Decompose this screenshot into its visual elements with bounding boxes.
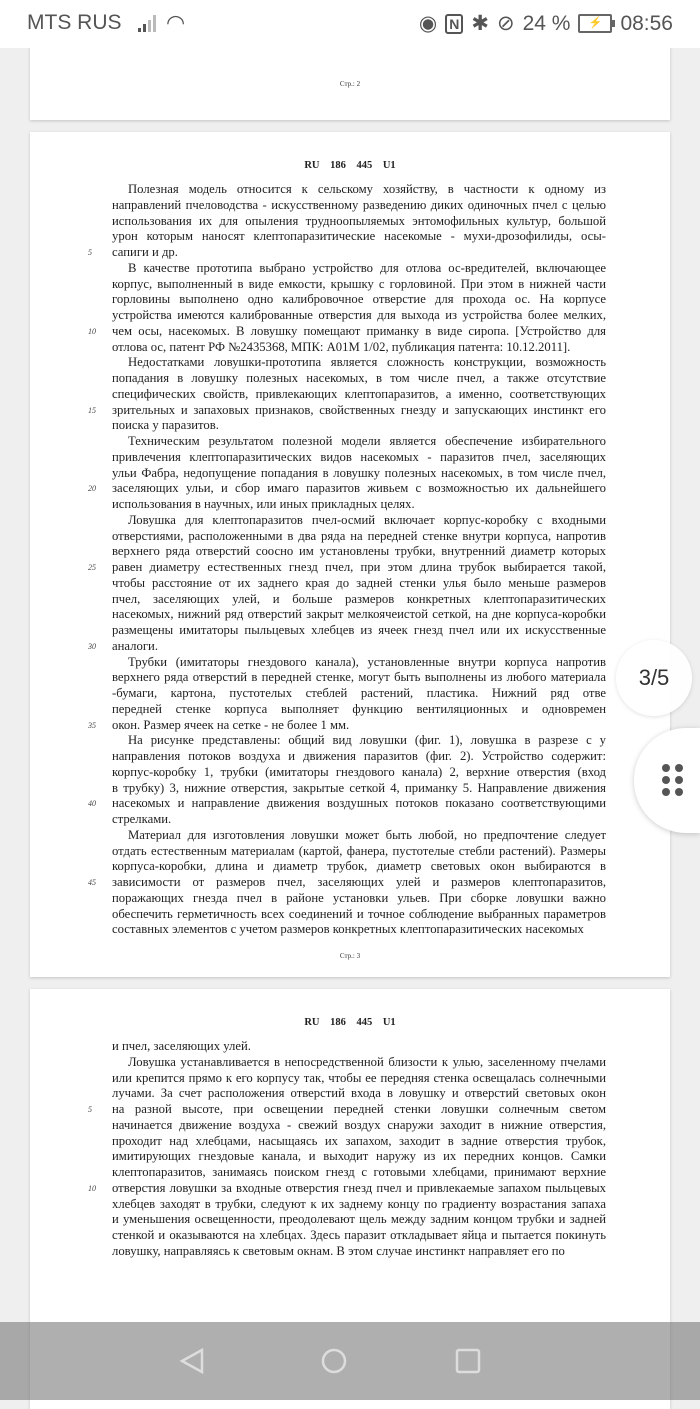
line-number: 30: [88, 641, 96, 651]
patent-header: RU 186 445 U1: [304, 160, 396, 171]
line-text: Техническим результатом полезной модели является обеспечение избирательного: [128, 434, 606, 448]
line-text: специфических свойств, привлекающих клептопаразитов, а именно, соответствующих: [112, 386, 606, 401]
text-line: [112, 733, 606, 749]
line-text: Трубки (имитаторы гнездового канала), установленные внутри корпуса напротив: [128, 654, 606, 669]
text-line: [112, 434, 606, 450]
text-line: [112, 513, 606, 529]
line-number: 20: [88, 484, 96, 494]
text-line: [88, 875, 606, 891]
line-text: сапиги и др.: [112, 245, 178, 259]
bell-off-icon: ⊘: [496, 12, 515, 35]
line-text: ловушку, направляясь к световым окнам. В этом случае инстинкт направляет его по: [112, 1243, 565, 1258]
bluetooth-icon: ✱: [471, 12, 489, 35]
line-text: Полезная модель относится к сельскому хозяйству, в частности к одному из: [128, 182, 606, 196]
text-line: [112, 308, 606, 324]
status-bar: [0, 0, 700, 48]
text-line: [112, 1197, 606, 1213]
text-line: [88, 402, 606, 419]
text-line: [112, 828, 606, 844]
line-number: 15: [88, 405, 96, 415]
text-line: [88, 560, 606, 576]
home-icon[interactable]: [320, 1347, 348, 1375]
line-text: проходит над хлебцами, насыщаясь их запахом, заходит в задние отверстия трубок,: [112, 1133, 606, 1148]
eye-icon: ◉: [418, 12, 438, 35]
text-line: [112, 292, 606, 308]
line-text: горловины выполнено одно калибровочное отверстие для прохода ос. На корпусе: [112, 292, 606, 307]
line-text: поражающих гнезда пчел в районе установки ульев. При сборке ловушки важно: [112, 890, 606, 905]
text-line: [112, 592, 606, 608]
line-text: корпус-коробку 1, трубки (имитаторы гнездового канала) 2, верхние отверстия (вход: [112, 764, 606, 779]
line-text: На рисунке представлены: общий вид ловушки (фиг. 1), ловушка в разрезе с у: [128, 733, 606, 748]
text-line: [88, 481, 606, 497]
line-number: 10: [88, 326, 96, 336]
line-text: Недостатками ловушки-прототипа является сложность конструкции, возможность: [128, 355, 606, 370]
line-text: обеспечить герметичность всех соединений и точное соблюдение выбранных параметров: [112, 906, 606, 921]
text-line: [112, 1228, 606, 1244]
text-line: [112, 544, 606, 560]
text-line: [112, 1071, 606, 1087]
line-text: устройства имеются калиброванные отверстия для выхода из устройства более мелких,: [112, 308, 606, 322]
line-text: В качестве прототипа выбрано устройство для отлова ос-вредителей, включающее: [128, 260, 606, 275]
text-line: [112, 655, 606, 671]
line-number: 10: [88, 1183, 96, 1193]
line-text: отдать естественным материалам (картой, фанера, пустотелые стебли растений). Размеры: [112, 843, 606, 858]
line-text: стенкой и оказываются на хлебцах. Здесь паразит откладывает яйца и пытается покинуть: [112, 1228, 606, 1242]
text-line: [112, 607, 606, 623]
line-text: составных элементов с учетом размеров конкретных клептопаразитических насекомых: [112, 922, 584, 937]
text-line: [112, 812, 606, 828]
recent-apps-icon[interactable]: [454, 1347, 482, 1375]
line-number: 5: [88, 1105, 92, 1114]
text-line: [112, 371, 606, 387]
text-line: [112, 261, 606, 277]
text-line: [88, 796, 606, 812]
line-text: -бумаги, картона, пустотелых стеблей растений, пластика. Нижний ряд отве: [112, 686, 606, 700]
text-line: [112, 1039, 606, 1055]
text-line: [112, 229, 606, 245]
line-text: на разной высоте, при освещении передней стенки ловушки солнечным светом: [112, 1102, 606, 1116]
line-text: насекомых, нижний ряд отверстий закрыт мелкоячеистой сеткой, на дне корпуса-коробки: [112, 607, 606, 622]
text-line: [112, 450, 606, 466]
signal-icon: [138, 14, 156, 32]
line-text: размещены имитаторы пыльцевых хлебцев из ячеек гнезд пчел или их искусственные: [112, 623, 606, 637]
text-line: [88, 245, 606, 261]
text-line: [88, 323, 606, 340]
page-number: Стр.: 3: [339, 952, 361, 960]
line-text: аналоги.: [112, 638, 159, 653]
text-line: [112, 686, 606, 702]
line-text: использования в научных, или иных прикладных целях.: [112, 497, 415, 511]
line-text: передней стенке корпуса выполняет функцию вентиляционных и одновремен: [112, 701, 606, 716]
line-text: отверстиями, расположенными в два ряда на передней стенке внутри корпуса, напротив: [112, 528, 606, 543]
line-text: использования их для опыления трудноопыляемых энтомофильных культур, большой: [112, 213, 606, 228]
line-text: Ловушка для клептопаразитов пчел-осмий включает корпус-коробку с входными: [128, 512, 606, 527]
line-text: верхнего ряда отверстий в передней стенке, могут быть выполнены из любого материала: [112, 670, 606, 685]
text-line: [112, 1055, 606, 1071]
carrier-name: MTS RUS: [27, 11, 122, 34]
text-line: [112, 1086, 606, 1102]
text-line: [112, 891, 606, 907]
line-text: и уменьшения освещенности, преодолевают щель между задним концом трубки и задней: [112, 1212, 606, 1227]
patent-header: RU 186 445 U1: [304, 1017, 396, 1028]
text-line: [112, 781, 606, 797]
grip-dots-icon: [662, 764, 683, 796]
line-text: или крепится прямо к его корпусу так, чтобы ее передняя стенка освещалась солнечными: [112, 1070, 606, 1085]
line-text: верхнего ряда отверстий соосно им установлены трубки, внутренний диаметр которых: [112, 544, 606, 559]
text-line: [112, 1165, 606, 1181]
text-line: [112, 749, 606, 765]
line-text: ульи Фабра, недопущение попадания в ловушку полезных насекомых, в том числе пчел,: [112, 465, 606, 480]
text-line: [112, 844, 606, 860]
text-line: [112, 623, 606, 639]
line-text: направления потоков воздуха и движения паразитов (фиг. 2). Устройство содержит:: [112, 749, 606, 763]
text-line: [112, 529, 606, 545]
line-text: отверстия ловушки за входные отверстия гнезд пчел и привлекаемые запахом пыльцевых: [112, 1180, 606, 1195]
nfc-icon: N: [445, 14, 463, 34]
text-line: [112, 182, 606, 198]
page-text: [88, 182, 606, 938]
line-text: отлова ос, патент РФ №2435368, МПК: A01M 1/02, публикация патента: 10.12.2011].: [112, 339, 571, 354]
line-number: 25: [88, 563, 96, 572]
line-text: Ловушка устанавливается в непосредственной близости к улью, заселенному пчелами: [128, 1054, 606, 1069]
line-number: 45: [88, 878, 96, 887]
line-number: 5: [88, 248, 92, 257]
battery-charging-icon: ⚡: [578, 14, 612, 33]
text-line: [112, 497, 606, 513]
page-number: Стр.: 2: [339, 80, 361, 88]
navigation-bar: [0, 1322, 700, 1400]
text-line: [88, 638, 606, 655]
text-line: [88, 717, 606, 734]
text-line: [112, 340, 606, 356]
text-line: [112, 387, 606, 403]
line-text: лучами. За счет расположения отверстий входа в ловушку и отверстий световых окон: [112, 1086, 606, 1101]
line-text: насекомых и направление движения воздушных потоков показано соответствующими: [112, 796, 606, 811]
text-line: [88, 1180, 606, 1197]
line-text: зрительных и запаховых признаков, свойственных гнезду и запускающих инстинкт его: [112, 402, 606, 417]
clock: 08:56: [620, 11, 673, 35]
text-line: [112, 355, 606, 371]
text-line: [112, 1134, 606, 1150]
text-line: [112, 702, 606, 718]
back-icon[interactable]: [178, 1347, 206, 1375]
line-text: клептопаразитов, занимаясь поиском гнезд с готовыми хлебцами, принимают верхние: [112, 1165, 606, 1179]
text-line: [112, 765, 606, 781]
text-line: [112, 907, 606, 923]
line-text: урон которым наносят клептопаразитические насекомые - мухи-дрозофилиды, осы-: [112, 229, 606, 244]
text-line: [112, 277, 606, 293]
text-line: [112, 1212, 606, 1228]
text-line: [112, 1244, 606, 1260]
line-text: пчел, заселяющих улей, и больше размеров конкретных клептопаразитических: [112, 591, 606, 606]
line-number: 40: [88, 799, 96, 809]
line-text: привлечения клептопаразитических видов насекомых - паразитов пчел, заселяющих: [112, 449, 606, 464]
text-line: [112, 859, 606, 875]
line-text: равен диаметру естественных гнезд пчел, при этом длина трубок выбирается такой,: [112, 560, 606, 574]
line-text: имитирующих гнездовые канала, и выходит наружу из их передних концов. Самки: [112, 1149, 606, 1164]
line-text: стрелками.: [112, 812, 172, 826]
line-text: корпус, выполненный в виде емкости, крышку с горловиной. При этом в нижней части: [112, 276, 606, 291]
line-text: чтобы расстояние от их заднего края до задней стенки улья было меньше размеров: [112, 575, 606, 590]
text-line: [112, 198, 606, 214]
line-text: Материал для изготовления ловушки может быть любой, но предпочтение следует: [128, 827, 606, 842]
line-text: и пчел, заселяющих улей.: [112, 1039, 251, 1053]
text-line: [88, 1102, 606, 1118]
page-indicator: 3/5: [616, 640, 692, 716]
text-line: [112, 1118, 606, 1134]
line-text: чем осы, насекомых. В ловушку помещают приманку в виде сиропа. [Устройство для: [112, 323, 606, 338]
page-text: [88, 1039, 606, 1260]
line-text: направлений пчеловодства - искусственному разведению диких одиночных пчел с целью: [112, 197, 606, 212]
page-3: [30, 132, 670, 977]
text-line: [112, 418, 606, 434]
text-line: [112, 214, 606, 230]
text-line: [112, 922, 606, 938]
text-line: [112, 1149, 606, 1165]
line-text: в трубку) 3, нижние отверстия, закрытые сеткой 4, приманку 5. Направление движения: [112, 780, 606, 795]
line-text: окон. Размер ячеек на сетке - не более 1 мм.: [112, 717, 350, 732]
text-line: [112, 466, 606, 482]
line-number: 35: [88, 720, 96, 730]
line-text: зависимости от размеров пчел, заселяющих улей и размеров клептопаразитов,: [112, 875, 606, 889]
line-text: поиска у паразитов.: [112, 418, 219, 433]
text-line: [112, 670, 606, 686]
line-text: хлебцев заходят в трубки, следуют к их заднему концу по градиенту возрастания запаха: [112, 1196, 606, 1211]
line-text: заселяющих ульи, и сбор имаго паразитов живьем с возможностью их дальнейшего: [112, 481, 606, 496]
line-text: попадания в ловушку полезных насекомых, в том числе пчел, а также отсутствие: [112, 371, 606, 385]
battery-percent: 24 %: [522, 11, 571, 35]
line-text: корпуса-коробки, длина и диаметр трубок, диаметр световых окон выбираются в: [112, 859, 606, 874]
text-line: [112, 576, 606, 592]
wifi-icon: ◠: [166, 10, 186, 35]
line-text: начинается движение воздуха - свежий воздух снаружи заходит в нижние отверстия,: [112, 1117, 606, 1132]
